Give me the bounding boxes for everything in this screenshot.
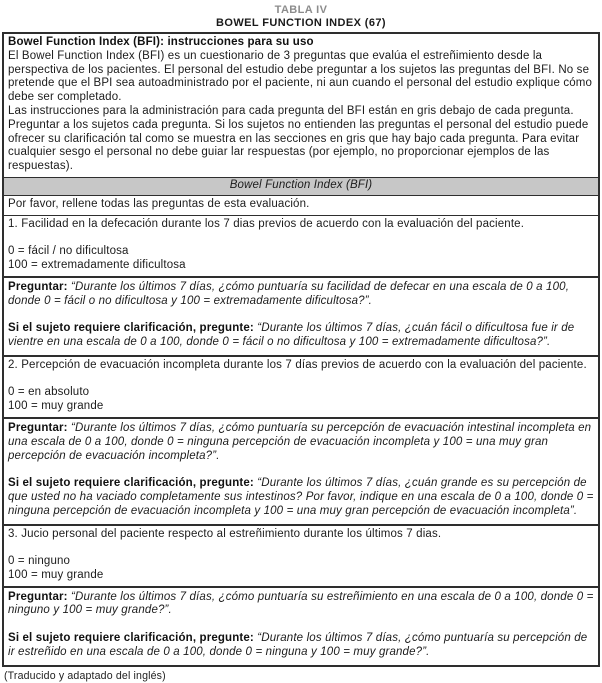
fill-note-row [4,195,598,215]
question-2-clarify [8,477,594,518]
question-2-text: 2. Percepción de evacuación incompleta durante los 7 días previos de acuerdo con la evaluación del paciente. [8,358,587,371]
question-3-scale-high: 100 = muy grande [8,568,104,581]
ask-label: Preguntar: [8,280,68,293]
question-1-scale-low: 0 = fácil / no dificultosa [8,245,129,258]
table-number: TABLA IV [274,4,328,16]
bfi-table [2,32,600,667]
question-3-text: 3. Jucio personal del paciente respecto al estreñimiento durante los últimos 7 dias. [8,527,442,540]
question-2-scale-high: 100 = muy grande [8,400,104,413]
clarify-text: “Durante los últimos 7 días, ¿cómo puntuaría su percepción de ir estreñido en una escala de 0 a 100, donde 0 = ninguna y 100 = muy grande?”. [8,632,588,658]
spacer [8,463,594,477]
clarify-label: Si el sujeto requiere clarificación, pregunte: [8,477,254,490]
ask-text: “Durante los últimos 7 días, ¿cómo puntuaría su facilidad de defecar en una escala de 0 a 100, donde 0 = fácil o no dificultosa y 100 = extremadamente dificultosa?”. [8,280,570,307]
instructions-section [4,34,598,177]
question-3-ask [8,591,594,619]
page-title: BOWEL FUNCTION INDEX (67) [216,16,386,29]
question-1-clarify [8,322,594,350]
ask-label: Preguntar: [8,421,68,434]
spacer [8,231,594,245]
question-3-interviewer-row [4,586,598,665]
question-3-row [4,526,598,586]
clarify-label: Si el sujeto requiere clarificación, pregunte: [8,322,254,335]
clarify-label: Si el sujeto requiere clarificación, pregunte: [8,632,254,645]
question-3-scale-low: 0 = ninguno [8,555,71,568]
spacer [8,373,594,387]
spacer [8,618,594,632]
table-caption [2,2,600,32]
ask-text: “Durante los últimos 7 días, ¿cómo puntuaría su percepción de evacuación intestinal incompleta en una escala de 0 a 100, donde 0 = ninguna percepción de evacuación incompleta y 100 = una muy gran percepción de evacuación incompleta?”. [8,421,592,462]
question-1-row [4,215,598,276]
question-2-interviewer-row [4,417,598,526]
clarify-text: “Durante los últimos 7 días, ¿cuán fácil o dificultosa fue ir de vientre en una escala de 0 a 100, donde 0 = fácil o no dificultosa y 100 = extremadamente dificultosa?”. [8,322,575,348]
clarify-text: “Durante los últimos 7 días, ¿cuán grande es su percepción de que usted no ha vaciado completamente sus intestinos? Por favor, indique en una escala de 0 a 100, donde 0 = ninguna percepción de evacuación incompleta y 100 = una muy gran percepción de evacuación incompleta”. [8,477,594,517]
spacer [8,308,594,322]
bfi-header-label: Bowel Function Index (BFI) [229,178,373,191]
question-3-clarify [8,632,594,660]
instructions-paragraph-2: Las instrucciones para la administración para cada pregunta del BFI están en gris debajo de cada pregunta. Preguntar a los sujetos cada pregunta. Si los sujetos no entienden las preguntas el personal del estudio puede ofrecer su clarificación tal como se muestra en las secciones en gris que hay bajo cada pregunta. Para evitar cualquier sesgo el personal no debe guiar lar respuestas (por ejemplo, no proporcionar ejemplos de las respuestas). [8,104,589,173]
fill-note-text: Por favor, rellene todas las preguntas de esta evaluación. [8,197,310,210]
question-2-row [4,357,598,417]
instructions-heading: Bowel Function Index (BFI): instrucciones para su uso [8,36,314,48]
ask-label: Preguntar: [8,590,68,603]
question-1-interviewer-row [4,276,598,357]
ask-text: “Durante los últimos 7 días, ¿cómo puntuaría su estreñimiento en una escala de 0 a 100, donde 0 = ninguno y 100 = muy grande?”. [8,590,594,617]
spacer [8,541,594,555]
question-1-ask [8,281,594,309]
question-2-ask [8,422,594,463]
question-2-scale-low: 0 = en absoluto [8,386,90,399]
instructions-paragraph-1: El Bowel Function Index (BFI) es un cuestionario de 3 preguntas que evalúa el estreñimiento desde la perspectiva de los pacientes. El personal del estudio debe preguntar a los sujetos las preguntas del BFI. No se pretende que el BPI sea autoadministrado por el paciente, ni aun cuando el personal del estudio explique cómo debe ser completado. [8,49,593,104]
question-1-text: 1. Facilidad en la defecación durante los 7 dias previos de acuerdo con la evaluación del paciente. [8,217,525,230]
question-1-scale-high: 100 = extremadamente dificultosa [8,258,186,271]
table-footnote: (Traducido y adaptado del inglés) [4,669,166,682]
bfi-header-bar [4,177,598,195]
